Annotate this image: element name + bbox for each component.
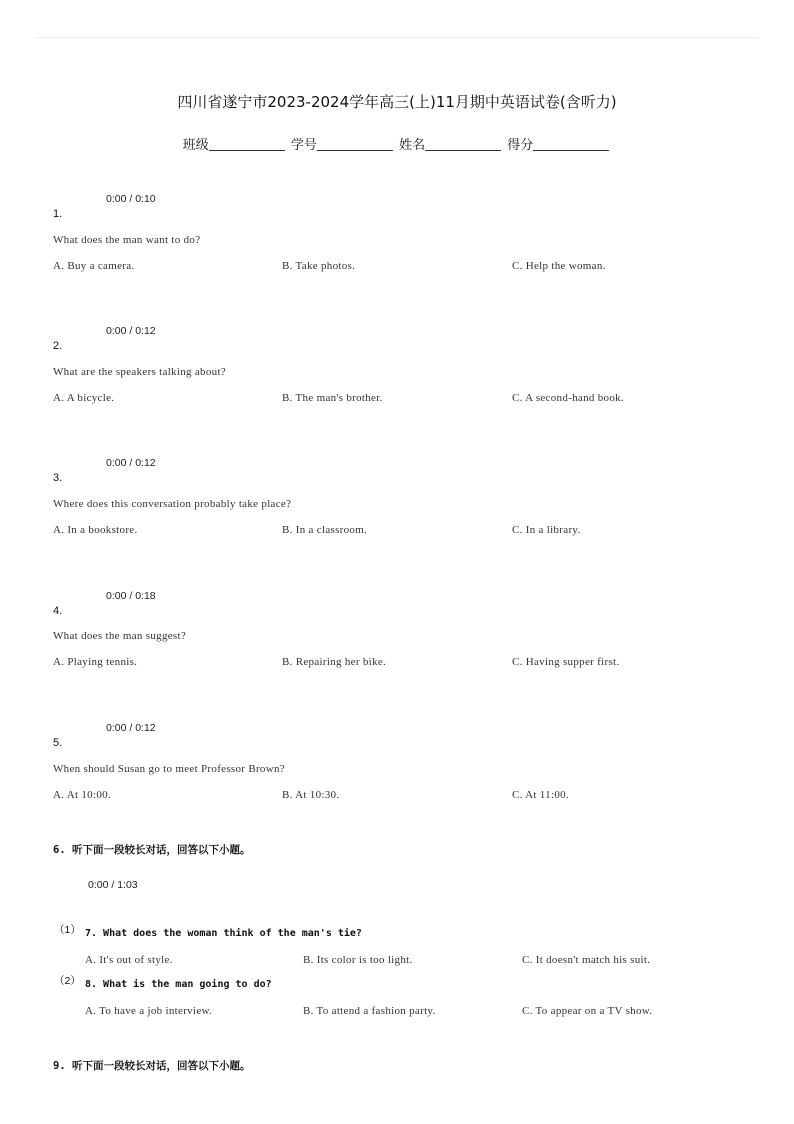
student-id-blank[interactable] (317, 136, 393, 151)
option-a[interactable]: A. At 10:00. (53, 789, 111, 801)
audio-player-time[interactable]: 0:00 / 0:12 (106, 457, 156, 469)
question-text: What does the man suggest? (53, 630, 187, 642)
option-c[interactable]: C. Help the woman. (512, 260, 606, 272)
sub-question-text: 8. What is the man going to do? (85, 979, 272, 990)
option-c[interactable]: C. At 11:00. (512, 789, 569, 801)
audio-player-time[interactable]: 0:00 / 0:18 (106, 590, 156, 602)
student-id-label: 学号 (290, 138, 317, 153)
score-label: 得分 (507, 138, 534, 153)
option-c[interactable]: C. To appear on a TV show. (522, 1005, 653, 1017)
question-number: 1. (53, 208, 63, 220)
name-blank[interactable] (425, 136, 501, 151)
option-b[interactable]: B. The man's brother. (282, 392, 383, 404)
question-number: 5. (53, 737, 63, 749)
option-c[interactable]: C. It doesn't match his suit. (522, 954, 651, 966)
option-a[interactable]: A. Playing tennis. (53, 656, 138, 668)
option-a[interactable]: A. A bicycle. (53, 392, 115, 404)
question-text: Where does this conversation probably take place? (53, 498, 292, 510)
audio-player-time[interactable]: 0:00 / 0:10 (106, 193, 156, 205)
option-b[interactable]: B. Repairing her bike. (282, 656, 387, 668)
sub-question-number: （1） (54, 924, 81, 936)
question-text: What are the speakers talking about? (53, 366, 226, 378)
option-a[interactable]: A. In a bookstore. (53, 524, 138, 536)
section-heading: 9. 听下面一段较长对话，回答以下小题。 (53, 1060, 251, 1072)
audio-player-time[interactable]: 0:00 / 0:12 (106, 325, 156, 337)
option-c[interactable]: C. In a library. (512, 524, 581, 536)
student-info-line (0, 134, 794, 153)
top-divider (36, 37, 758, 38)
sub-question-text: 7. What does the woman think of the man's tie? (85, 928, 362, 939)
class-label: 班级 (182, 138, 209, 153)
audio-player-time[interactable]: 0:00 / 1:03 (88, 879, 138, 891)
page-title: 四川省遂宁市2023-2024学年高三(上)11月期中英语试卷(含听力) (177, 93, 617, 111)
question-number: 2. (53, 340, 63, 352)
option-a[interactable]: A. To have a job interview. (85, 1005, 213, 1017)
section-heading: 6. 听下面一段较长对话，回答以下小题。 (53, 844, 251, 856)
audio-player-time[interactable]: 0:00 / 0:12 (106, 722, 156, 734)
question-number: 3. (53, 472, 63, 484)
question-text: When should Susan go to meet Professor Brown? (53, 763, 285, 775)
question-number: 4. (53, 605, 63, 617)
option-c[interactable]: C. A second-hand book. (512, 392, 625, 404)
option-b[interactable]: B. Its color is too light. (303, 954, 413, 966)
option-b[interactable]: B. At 10:30. (282, 789, 340, 801)
option-b[interactable]: B. To attend a fashion party. (303, 1005, 436, 1017)
class-blank[interactable] (209, 136, 285, 151)
score-blank[interactable] (533, 136, 609, 151)
name-label: 姓名 (399, 138, 426, 153)
option-b[interactable]: B. Take photos. (282, 260, 356, 272)
question-text: What does the man want to do? (53, 234, 201, 246)
option-c[interactable]: C. Having supper first. (512, 656, 620, 668)
sub-question-number: （2） (54, 975, 81, 987)
option-b[interactable]: B. In a classroom. (282, 524, 368, 536)
option-a[interactable]: A. It's out of style. (85, 954, 173, 966)
option-a[interactable]: A. Buy a camera. (53, 260, 135, 272)
